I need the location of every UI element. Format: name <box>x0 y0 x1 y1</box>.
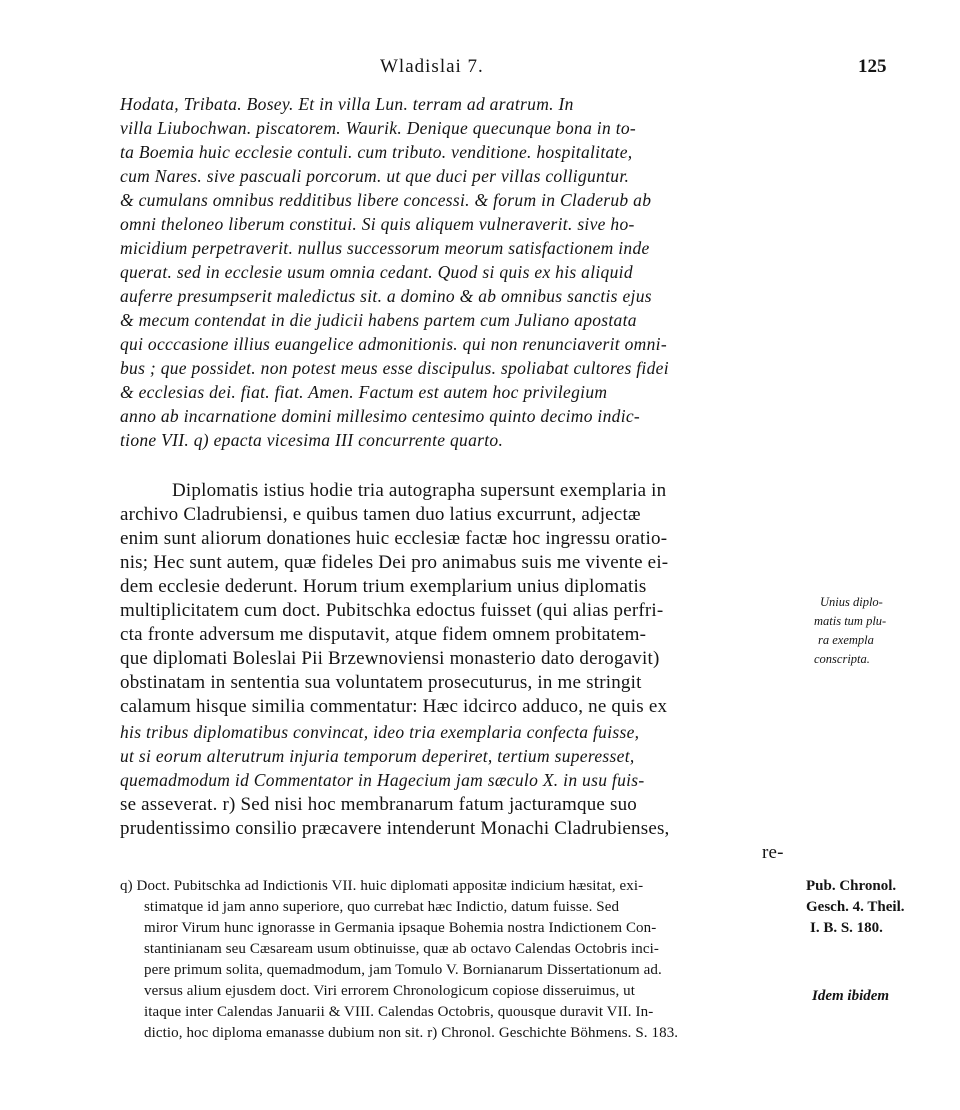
body-line: obstinatam in sententia sua voluntatem prosecuturus, in me stringit <box>120 672 642 693</box>
body-line: archivo Cladrubiensi, e quibus tamen duo latius excurrunt, adjectæ <box>120 504 641 525</box>
body-line: dem ecclesie dederunt. Horum trium exemplarium unius diplomatis <box>120 576 647 597</box>
footnote-line: pere primum solita, quemadmodum, jam Tomulo V. Bornianarum Dissertationum ad. <box>144 962 662 978</box>
charter-line: auferre presumpserit maledictus sit. a domino & ab omnibus sanctis ejus <box>120 286 652 306</box>
body-line: se asseverat. r) Sed nisi hoc membranarum fatum jacturamque suo <box>120 794 637 815</box>
body-line: multiplicitatem cum doct. Pubitschka edoctus fuisset (qui alias perfri- <box>120 600 664 621</box>
catchword: re- <box>762 842 784 863</box>
charter-line: qui occcasione illius euangelice admonitionis. qui non renunciaverit omni- <box>120 334 667 354</box>
body-line: enim sunt aliorum donationes huic ecclesiæ factæ hoc ingressu oratio- <box>120 528 668 549</box>
footnote-line: miror Virum hunc ignorasse in Germania ipsaque Bohemia nostra Indictionem Con- <box>144 920 657 936</box>
body-line: ut si eorum alterutrum injuria temporum deperiret, tertium superesset, <box>120 746 635 766</box>
charter-line: bus ; que possidet. non potest meus esse discipulus. spoliabat cultores fidei <box>120 358 669 378</box>
charter-line: querat. sed in ecclesie usum omnia cedant. Quod si quis ex his aliquid <box>120 262 633 282</box>
page-number: 125 <box>858 56 887 77</box>
margin-note-line: matis tum plu- <box>814 614 887 628</box>
charter-line: anno ab incarnatione domini millesimo centesimo quinto decimo indic- <box>120 406 641 426</box>
charter-line: & mecum contendat in die judicii habens partem cum Juliano apostata <box>120 310 637 330</box>
footnote-line: stantinianam seu Cæsaream usum obtinuisse, quæ ab octavo Calendas Octobris inci- <box>144 941 659 957</box>
body-line: prudentissimo consilio præcavere intenderunt Monachi Cladrubienses, <box>120 818 670 839</box>
footnote-margin-line: I. B. S. 180. <box>810 920 883 936</box>
charter-line: omni theloneo liberum constitui. Si quis aliquem vulneraverit. sive ho- <box>120 214 635 234</box>
margin-note-line: conscripta. <box>814 652 870 666</box>
body-line: que diplomati Boleslai Pii Brzewnoviensi monasterio dato derogavit) <box>120 648 660 669</box>
body-line: Diplomatis istius hodie tria autographa supersunt exemplaria in <box>172 480 667 501</box>
charter-line: micidium perpetraverit. nullus successorum meorum satisfactionem inde <box>120 238 650 258</box>
body-line: calamum hisque similia commentatur: Hæc idcirco adduco, ne quis ex <box>120 696 668 717</box>
footnote-margin-line: Pub. Chronol. <box>806 878 897 894</box>
footnote-line: q) Doct. Pubitschka ad Indictionis VII. huic diplomati appositæ indicium hæsitat, exi- <box>120 878 644 894</box>
running-head: Wladislai 7. <box>380 56 484 77</box>
charter-line: & ecclesias dei. fiat. fiat. Amen. Factum est autem hoc privilegium <box>120 382 608 402</box>
body-line: his tribus diplomatibus convincat, ideo tria exemplaria confecta fuisse, <box>120 722 640 742</box>
margin-note-line: ra exempla <box>818 633 874 647</box>
charter-line: tione VII. q) epacta vicesima III concurrente quarto. <box>120 430 504 450</box>
footnote-margin-line: Idem ibidem <box>812 988 890 1004</box>
charter-line: ta Boemia huic ecclesie contuli. cum tributo. venditione. hospitalitate, <box>120 142 633 162</box>
margin-note-line: Unius diplo- <box>820 595 883 609</box>
body-line: nis; Hec sunt autem, quæ fideles Dei pro animabus suis me vivente ei- <box>120 552 669 573</box>
charter-line: villa Liubochwan. piscatorem. Waurik. Denique quecunque bona in to- <box>120 118 637 138</box>
charter-line: & cumulans omnibus redditibus libere concessi. & forum in Claderub ab <box>120 190 652 210</box>
charter-line: cum Nares. sive pascuali porcorum. ut que duci per villas colliguntur. <box>120 166 630 186</box>
body-line: quemadmodum id Commentator in Hagecium jam sæculo X. in usu fuis- <box>120 770 645 790</box>
footnote-margin-line: Gesch. 4. Theil. <box>806 899 905 915</box>
body-line: cta fronte adversum me disputavit, atque fidem omnem probitatem- <box>120 624 647 645</box>
footnote-line: dictio, hoc diploma emanasse dubium non sit. r) Chronol. Geschichte Böhmens. S. 183. <box>144 1025 679 1041</box>
charter-line: Hodata, Tribata. Bosey. Et in villa Lun. terram ad aratrum. In <box>120 94 574 114</box>
footnote-line: itaque inter Calendas Januarii & VIII. Calendas Octobris, quousque duravit VII. In- <box>144 1004 654 1020</box>
footnote-line: stimatque id jam anno superiore, quo currebat hæc Indictio, datum fuisse. Sed <box>144 899 620 915</box>
footnote-line: versus alium ejusdem doct. Viri errorem Chronologicum copiose disseruimus, ut <box>144 983 636 999</box>
